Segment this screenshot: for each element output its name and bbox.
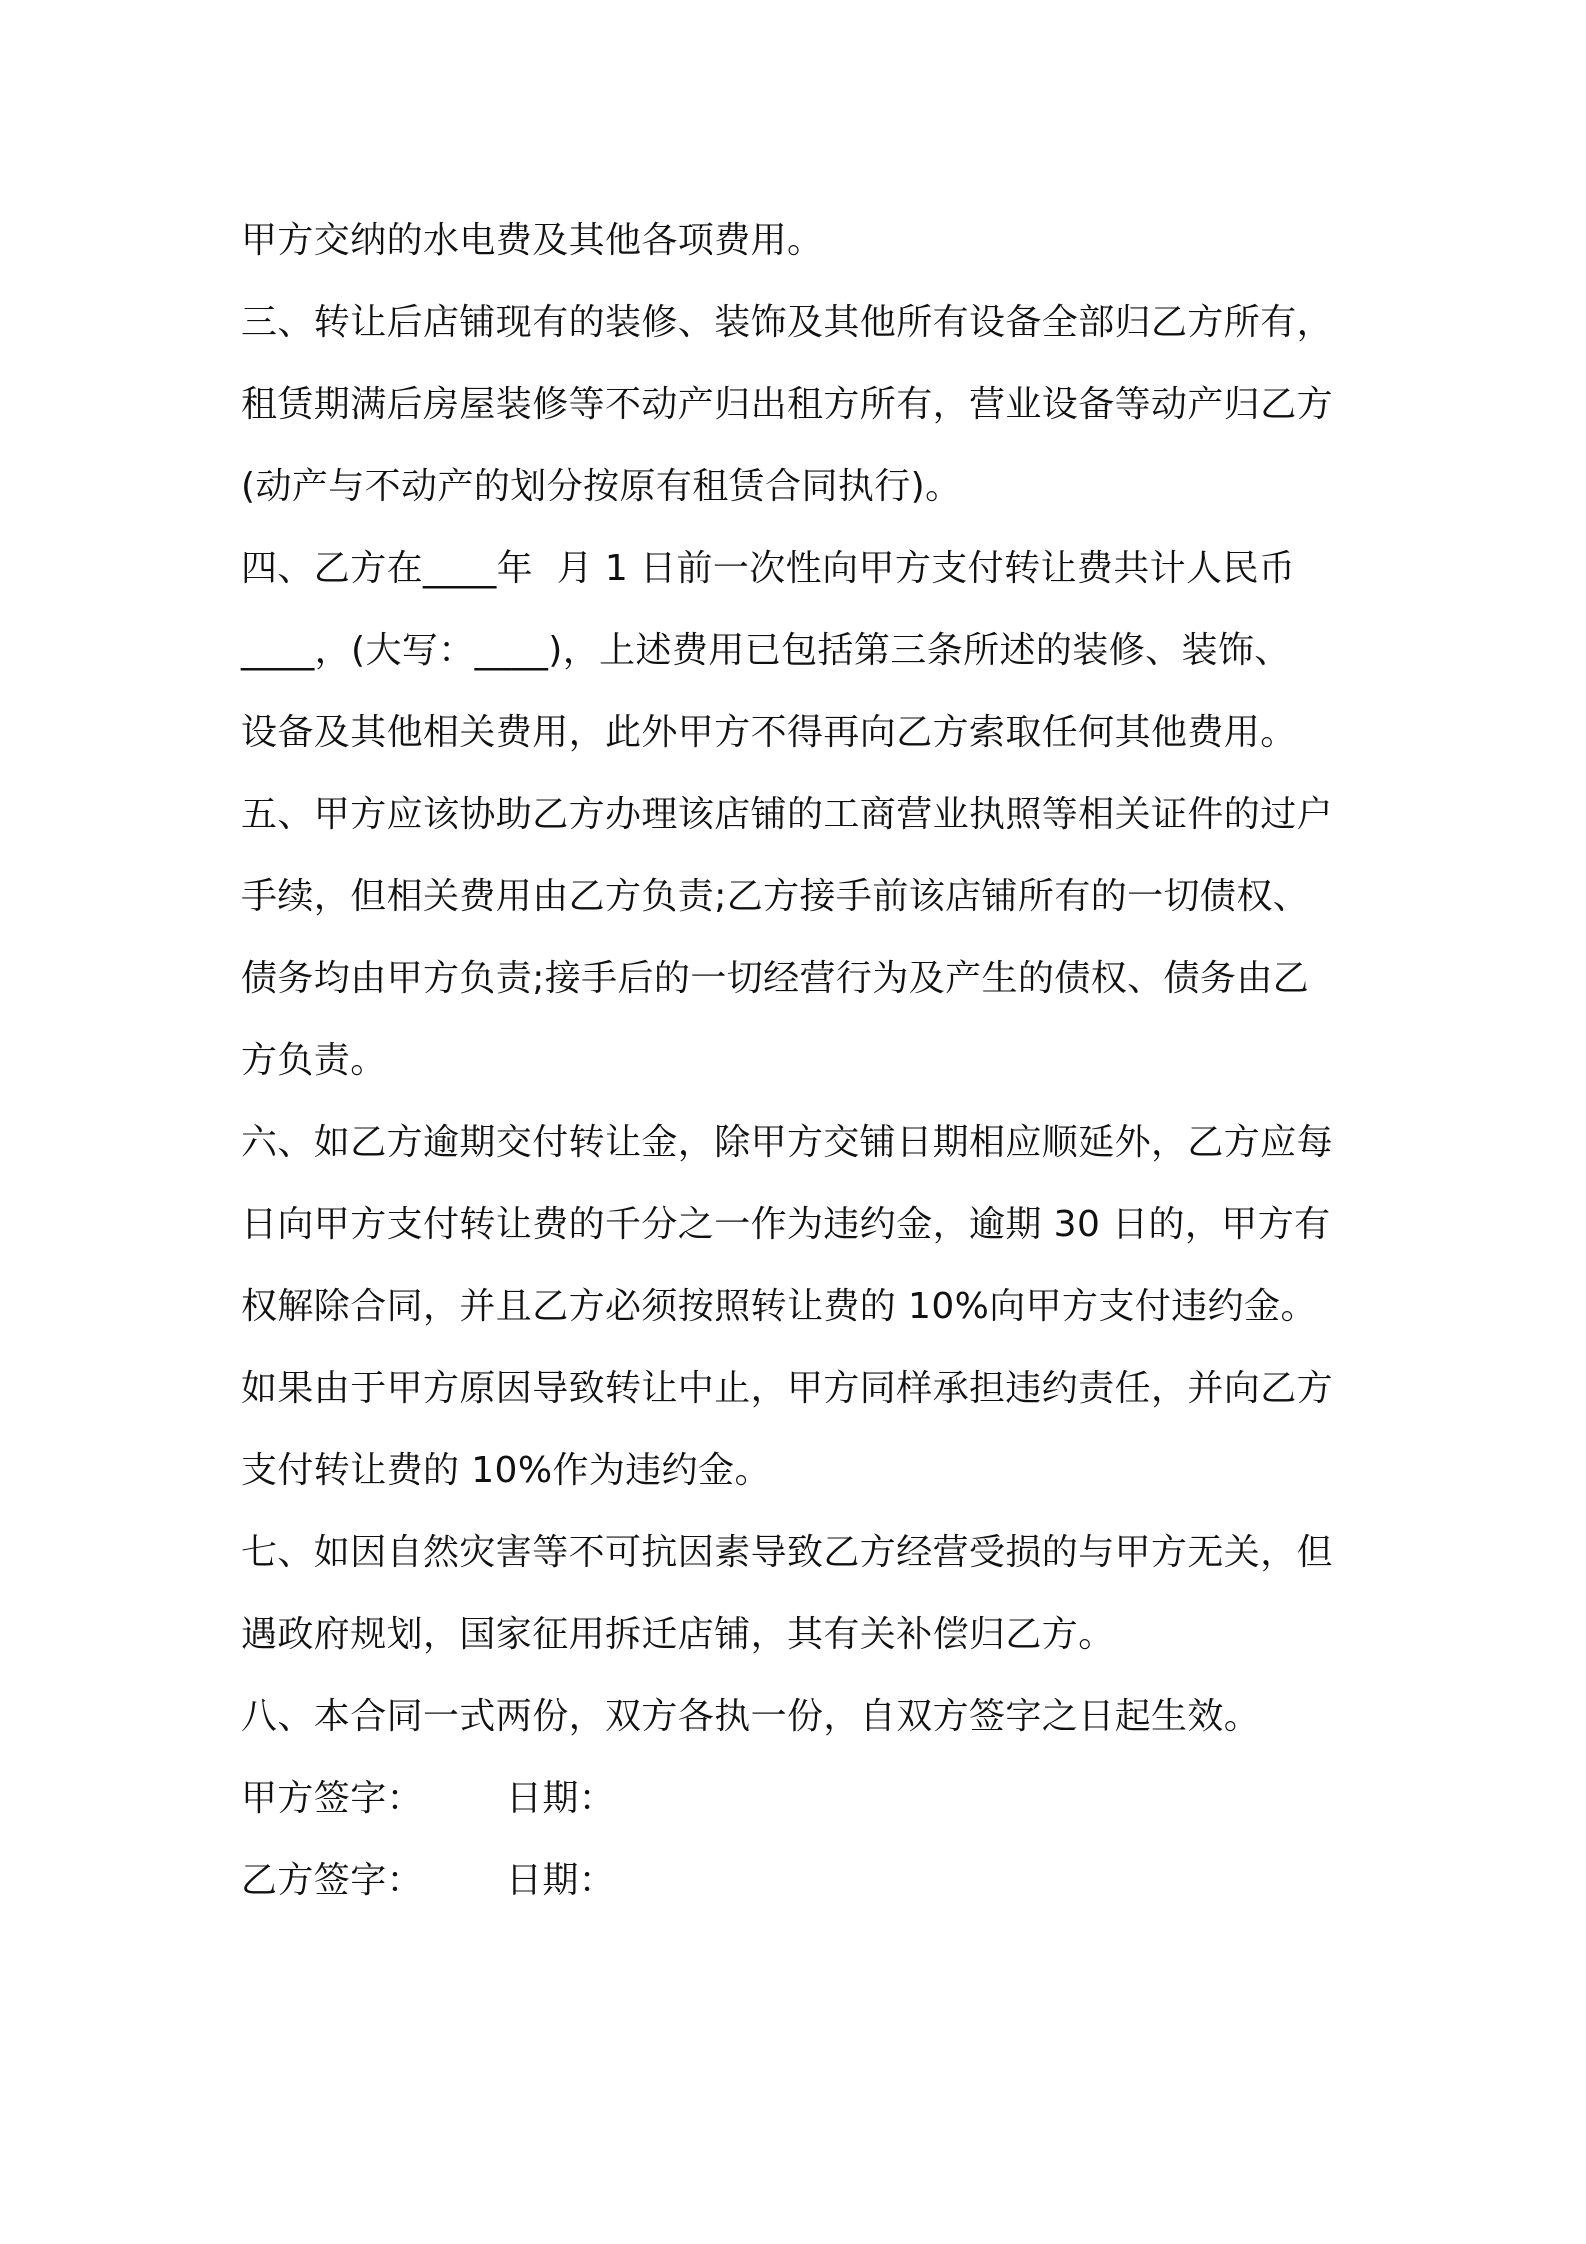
- clause-4-line: 四、乙方在____年 月 1 日前一次性向甲方支付转让费共计人民币: [241, 548, 1296, 589]
- clause-6-line: 支付转让费的 10%作为违约金。: [241, 1450, 771, 1491]
- clause-7-line: 遇政府规划，国家征用拆迁店铺，其有关补偿归乙方。: [241, 1614, 1115, 1655]
- party-a-date-label: 日期：: [506, 1778, 616, 1819]
- clause-6-line: 如果由于甲方原因导致转让中止，甲方同样承担违约责任，并向乙方: [241, 1368, 1334, 1409]
- clause-7-line: 七、如因自然灾害等不可抗因素导致乙方经营受损的与甲方无关，但: [241, 1532, 1334, 1573]
- clause-6-line: 日向甲方支付转让费的千分之一作为违约金，逾期 30 日的，甲方有: [241, 1204, 1331, 1245]
- party-a-signature-label: 甲方签字：: [241, 1778, 424, 1819]
- clause-6-line: 六、如乙方逾期交付转让金，除甲方交铺日期相应顺延外，乙方应每: [241, 1122, 1334, 1163]
- clause-5-line: 手续，但相关费用由乙方负责;乙方接手前该店铺所有的一切债权、: [241, 876, 1310, 917]
- clause-4-line: ____，(大写：____)，上述费用已包括第三条所述的装修、装饰、: [241, 630, 1291, 671]
- party-b-date-label: 日期：: [506, 1860, 616, 1901]
- party-a-signature-row: [241, 1758, 1351, 1840]
- party-b-signature-label: 乙方签字：: [241, 1860, 424, 1901]
- clause-5-line: 五、甲方应该协助乙方办理该店铺的工商营业执照等相关证件的过户: [241, 794, 1334, 835]
- clause-8-line: 八、本合同一式两份，双方各执一份，自双方签字之日起生效。: [241, 1696, 1261, 1737]
- clause-4-line: 设备及其他相关费用，此外甲方不得再向乙方索取任何其他费用。: [241, 712, 1297, 753]
- contract-line: 甲方交纳的水电费及其他各项费用。: [241, 220, 824, 261]
- clause-5-line: 方负责。: [241, 1040, 387, 1081]
- party-b-signature-row: [241, 1840, 1351, 1922]
- clause-3-line: 三、转让后店铺现有的装修、装饰及其他所有设备全部归乙方所有，: [241, 302, 1334, 343]
- clause-6-line: 权解除合同，并且乙方必须按照转让费的 10%向甲方支付违约金。: [241, 1286, 1317, 1327]
- clause-3-line: (动产与不动产的划分按原有租赁合同执行)。: [241, 466, 962, 507]
- contract-body: [241, 200, 1351, 1922]
- clause-3-line: 租赁期满后房屋装修等不动产归出租方所有，营业设备等动产归乙方: [241, 384, 1334, 425]
- clause-5-line: 债务均由甲方负责;接手后的一切经营行为及产生的债权、债务由乙: [241, 958, 1310, 999]
